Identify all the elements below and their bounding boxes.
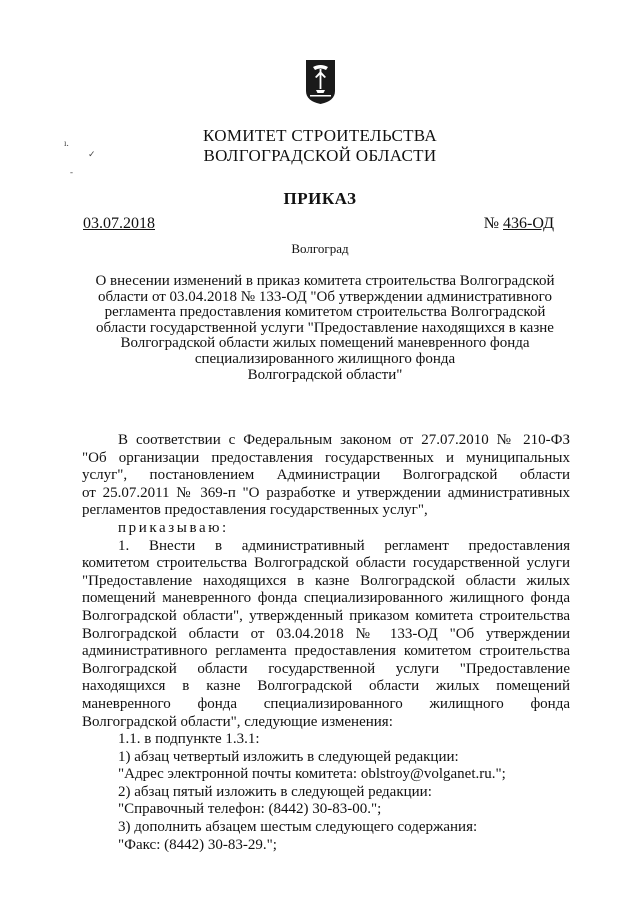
body-line: помещений маневренного фонда специализированного жилищного фонда bbox=[82, 590, 570, 607]
document-title bbox=[80, 274, 570, 383]
body-line: находящихся в казне Волгоградской области жилых помещений bbox=[82, 678, 570, 695]
body-line: В соответствии с Федеральным законом от 27.07.2010 № 210-ФЗ bbox=[118, 432, 570, 448]
committee-name-line1: КОМИТЕТ СТРОИТЕЛЬСТВА bbox=[203, 126, 437, 145]
title-line: области от 03.04.2018 № 133-ОД "Об утверждении административного bbox=[98, 288, 552, 305]
title-line: Волгоградской области" bbox=[247, 366, 403, 383]
body-line: "Предоставление находящихся в казне Волгоградской области жилых bbox=[82, 572, 570, 589]
title-line: области государственной услуги "Предоставление находящихся в казне bbox=[96, 319, 554, 336]
body-line: Волгоградской области", следующие изменения: bbox=[82, 713, 393, 730]
volgograd-coat-of-arms-icon bbox=[304, 57, 337, 105]
body-line: Волгоградской области государственной услуги "Предоставление bbox=[82, 660, 570, 677]
title-line: О внесении изменений в приказ комитета строительства Волгоградской bbox=[95, 273, 555, 289]
title-line: специализированного жилищного фонда bbox=[194, 350, 456, 367]
body-line: услуг", постановлением Администрации Волгоградской области bbox=[82, 467, 570, 484]
committee-name-line2: ВОЛГОГРАДСКОЙ ОБЛАСТИ bbox=[203, 146, 437, 165]
number-prefix: № bbox=[483, 215, 503, 232]
body-line: 2) абзац пятый изложить в следующей редакции: bbox=[118, 783, 432, 800]
body-line: приказываю: bbox=[118, 519, 229, 536]
body-line: "Справочный телефон: (8442) 30-83-00."; bbox=[118, 801, 382, 818]
body-line: 3) дополнить абзацем шестым следующего содержания: bbox=[118, 819, 478, 836]
body-line: "Об организации предоставления государственных и муниципальных bbox=[82, 449, 570, 466]
title-line: регламента предоставления комитетом строительства Волгоградской bbox=[104, 304, 546, 321]
number-value: 436-ОД bbox=[503, 215, 554, 232]
document-type: ПРИКАЗ bbox=[283, 189, 357, 208]
scan-mark: - bbox=[70, 167, 73, 177]
body-line: комитетом строительства Волгоградской области государственной услуги bbox=[82, 555, 570, 572]
document-date: 03.07.2018 bbox=[83, 215, 155, 232]
body-line: регламентов предоставления государственных услуг", bbox=[82, 502, 428, 519]
scan-mark: ✓ bbox=[88, 149, 96, 159]
body-line: 1) абзац четвертый изложить в следующей редакции: bbox=[118, 748, 459, 765]
body-line: "Факс: (8442) 30-83-29."; bbox=[118, 836, 277, 853]
document-body bbox=[82, 432, 570, 854]
body-line: 1.1. в подпункте 1.3.1: bbox=[118, 731, 260, 748]
body-line: "Адрес электронной почты комитета: oblstroy@volganet.ru."; bbox=[118, 766, 506, 783]
title-line: Волгоградской области жилых помещений маневренного фонда bbox=[120, 335, 530, 352]
body-line: Волгоградской области от 03.04.2018 № 133-ОД "Об утверждении bbox=[82, 625, 570, 642]
body-line: 1. Внести в административный регламент предоставления bbox=[118, 537, 570, 554]
document-city: Волгоград bbox=[291, 241, 349, 256]
body-line: от 25.07.2011 № 369-п "О разработке и утверждении административных bbox=[82, 484, 570, 501]
body-line: административного регламента предоставления комитетом строительства bbox=[82, 643, 570, 660]
scan-mark: ı. bbox=[64, 138, 69, 148]
body-line: маневренного фонда специализированного жилищного фонда bbox=[82, 695, 570, 712]
body-line: Волгоградской области", утвержденный приказом комитета строительства bbox=[82, 607, 570, 624]
document-number bbox=[484, 215, 554, 233]
